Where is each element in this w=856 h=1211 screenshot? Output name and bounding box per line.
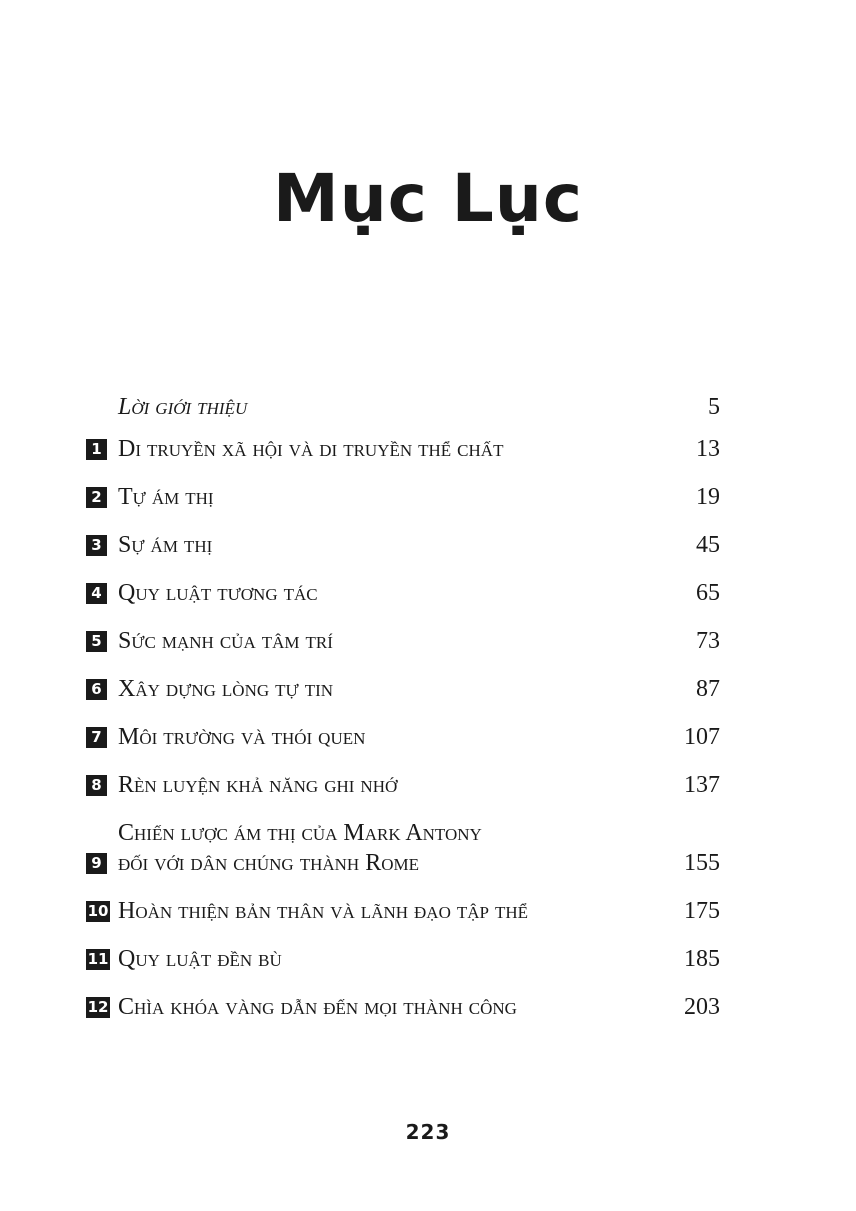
toc-entry-title bbox=[118, 896, 650, 926]
toc-entry-title-line: Sự ám thị bbox=[118, 532, 213, 558]
toc-entry-title-line: Tự ám thị bbox=[118, 484, 214, 510]
chapter-number-badge: 4 bbox=[86, 583, 107, 604]
toc-entry-page: 45 bbox=[696, 532, 720, 558]
page-title: Mục Lục bbox=[273, 160, 583, 237]
toc-entry bbox=[86, 992, 720, 1022]
toc-entry-page: 19 bbox=[696, 484, 720, 510]
chapter-number-badge: 10 bbox=[87, 902, 109, 920]
toc-entry-title bbox=[118, 818, 650, 878]
page-number: 223 bbox=[405, 1120, 451, 1144]
toc-entry bbox=[86, 818, 720, 878]
toc-entry-title bbox=[118, 770, 650, 800]
toc-entry-title-line: Môi trường và thói quen bbox=[118, 724, 366, 750]
toc-entry-title-line: Chìa khóa vàng dẫn đến mọi thành công bbox=[118, 994, 517, 1020]
chapter-number-badge: 6 bbox=[86, 679, 107, 700]
toc-entry-page: 87 bbox=[696, 676, 720, 702]
toc-entry-title-line: Hoàn thiện bản thân và lãnh đạo tập thể bbox=[118, 898, 529, 924]
toc-entry bbox=[86, 674, 720, 704]
toc-entry-title-line: Xây dựng lòng tự tin bbox=[118, 676, 334, 702]
toc-entry bbox=[86, 434, 720, 464]
toc-entry-title bbox=[118, 992, 650, 1022]
toc-entry-title bbox=[118, 944, 650, 974]
chapter-number-badge: 7 bbox=[86, 727, 107, 748]
toc-entry-title-line: Rèn luyện khả năng ghi nhớ bbox=[118, 772, 398, 798]
toc-entry-page: 203 bbox=[684, 994, 720, 1020]
chapter-number-badge: 9 bbox=[86, 853, 107, 874]
toc-entry-title bbox=[118, 626, 650, 656]
toc-entry-title-line: Quy luật tương tác bbox=[118, 580, 318, 606]
toc-entry bbox=[86, 482, 720, 512]
toc-entry-title bbox=[118, 434, 650, 464]
toc-entry bbox=[86, 626, 720, 656]
toc-entry-page: 137 bbox=[684, 772, 720, 798]
chapter-number-badge: 1 bbox=[86, 439, 107, 460]
toc-entry-title bbox=[118, 674, 650, 704]
toc-entry bbox=[86, 530, 720, 560]
toc-entry-page: 175 bbox=[684, 898, 720, 924]
toc-entry-title: Lời giới thiệu bbox=[118, 394, 248, 420]
toc-entry bbox=[86, 770, 720, 800]
table-of-contents bbox=[86, 388, 720, 1022]
toc-entry-title-line: đối với dân chúng thành Rome bbox=[118, 850, 419, 876]
toc-entry bbox=[86, 944, 720, 974]
toc-entry-title bbox=[118, 482, 650, 512]
chapter-number-badge: 2 bbox=[86, 487, 107, 508]
toc-entry-title bbox=[118, 578, 650, 608]
chapter-list bbox=[86, 434, 720, 1022]
chapter-number-badge: 8 bbox=[86, 775, 107, 796]
toc-entry bbox=[86, 896, 720, 926]
chapter-number-badge: 5 bbox=[86, 631, 107, 652]
toc-entry-title-line: Chiến lược ám thị của Mark Antony bbox=[118, 820, 482, 846]
toc-entry-page: 185 bbox=[684, 946, 720, 972]
chapter-number-badge: 12 bbox=[87, 998, 109, 1016]
toc-entry-page: 107 bbox=[684, 724, 720, 750]
toc-entry-page: 73 bbox=[696, 628, 720, 654]
toc-entry-intro bbox=[86, 392, 720, 422]
toc-entry-title-line: Sức mạnh của tâm trí bbox=[118, 628, 333, 654]
toc-entry bbox=[86, 578, 720, 608]
toc-entry-title-line: Di truyền xã hội và di truyền thể chất bbox=[118, 436, 504, 462]
toc-entry-page: 155 bbox=[684, 850, 720, 876]
toc-entry-page: 5 bbox=[708, 394, 720, 420]
chapter-number-badge: 3 bbox=[86, 535, 107, 556]
toc-entry-title-line: Quy luật đền bù bbox=[118, 946, 282, 972]
toc-entry-page: 65 bbox=[696, 580, 720, 606]
toc-entry bbox=[86, 722, 720, 752]
chapter-number-badge: 11 bbox=[87, 950, 109, 968]
toc-entry-title bbox=[118, 530, 650, 560]
toc-entry-page: 13 bbox=[696, 436, 720, 462]
toc-entry-title bbox=[118, 722, 650, 752]
